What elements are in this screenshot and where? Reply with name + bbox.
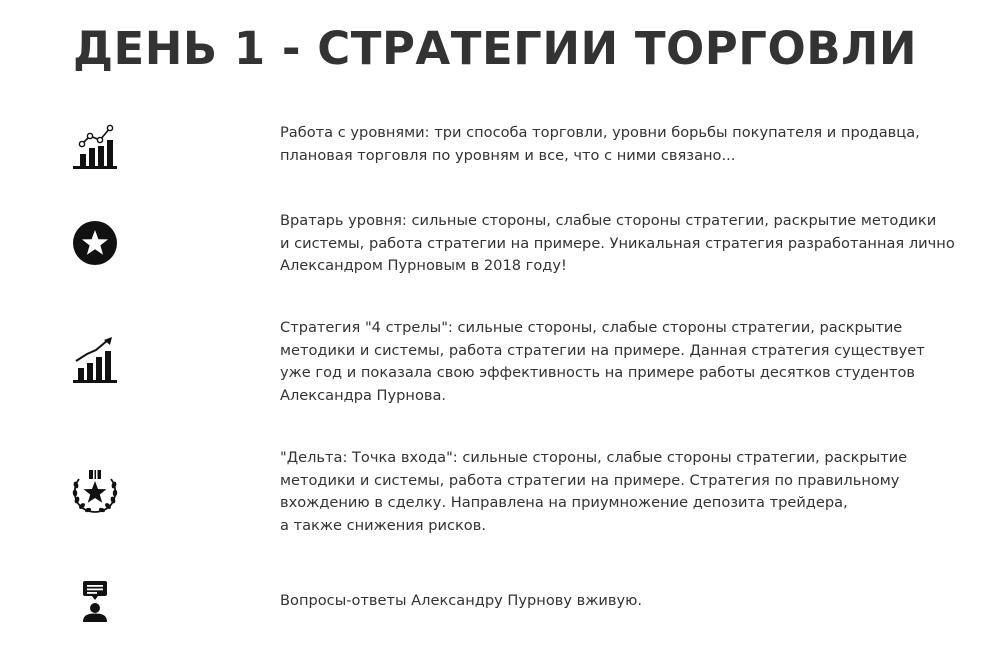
bar-chart-line-icon (70, 122, 120, 172)
item-description: Вопросы-ответы Александру Пурнову вживую. (280, 592, 643, 609)
speaker-chat-icon (70, 576, 120, 626)
item-description: Работа с уровнями: три способа торговли, уровни борьбы покупателя и продавца, плановая торговля по уровням и все, что с ними связано... (280, 124, 920, 164)
growth-chart-arrow-icon (70, 335, 120, 385)
laurel-star-medal-icon (70, 467, 120, 517)
item-description: Вратарь уровня: сильные стороны, слабые стороны стратегии, раскрытие методики и системы, работа стратегии на примере. Уникальная стратегия разработанная лично Александром Пурновым в 2018 году! (280, 212, 955, 274)
star-circle-icon (70, 218, 120, 268)
page-title: ДЕНЬ 1 - СТРАТЕГИИ ТОРГОВЛИ (72, 22, 918, 75)
item-description: "Дельта: Точка входа": сильные стороны, слабые стороны стратегии, раскрытие методики и системы, работа стратегии на примере. Стратегия по правильному вхождению в сделку. Направлена на приумножение депозита трейдера, а также снижения рисков. (280, 449, 908, 534)
item-description: Стратегия "4 стрелы": сильные стороны, слабые стороны стратегии, раскрытие методики и системы, работа стратегии на примере. Данная стратегия существует уже год и показала свою эффективность на примере работы десятков студентов Александра Пурнова. (280, 319, 925, 404)
